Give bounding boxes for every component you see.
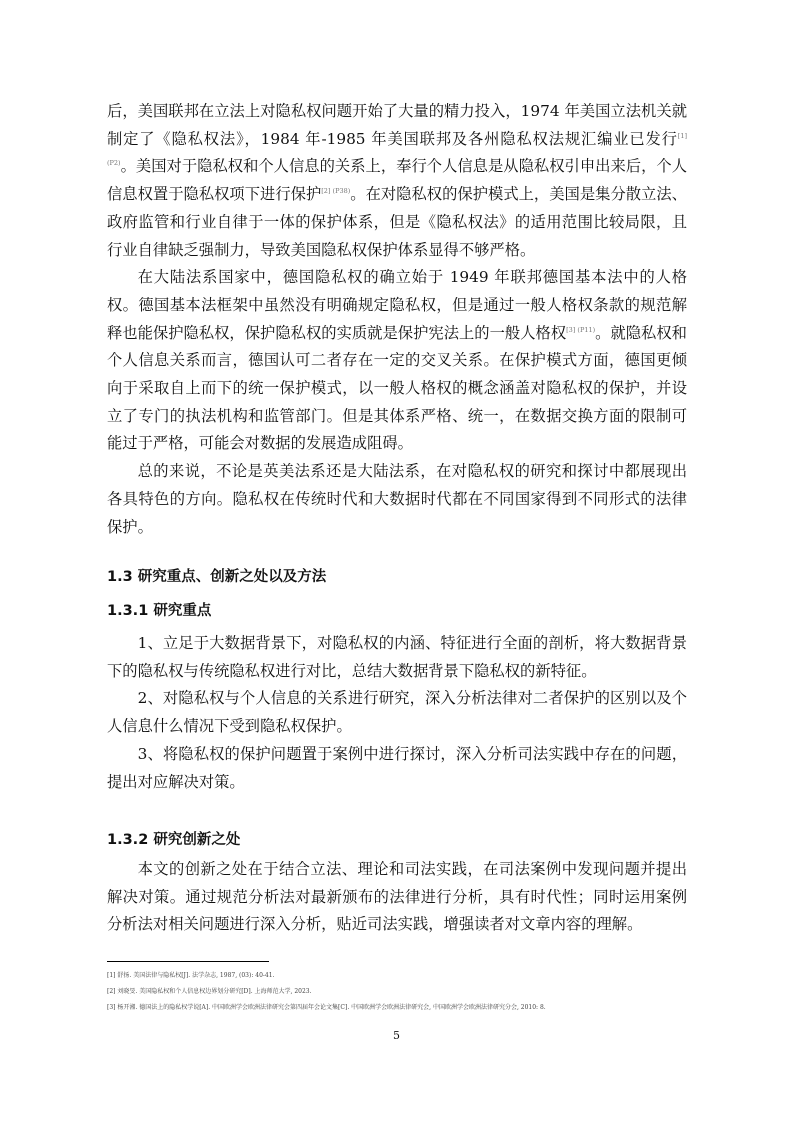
- paragraph-us-privacy: [107, 98, 687, 264]
- list-item: 2、对隐私权与个人信息的关系进行研究，深入分析法律对二者保护的区别以及个人信息什么情况下受到隐私权保护。: [107, 689, 687, 736]
- citation-marker: [2] (P38): [321, 187, 351, 196]
- subsection-heading-research-focus: 1.3.1 研究重点: [107, 603, 212, 619]
- footnote-divider: [107, 961, 269, 962]
- footnote-item: [1] 舒扬. 美国法律与隐私权[J]. 法学杂志, 1987, (03): 40-41.: [107, 972, 275, 979]
- list-item: 3、将隐私权的保护问题置于案例中进行探讨，深入分析司法实践中存在的问题，提出对应解决对策。: [107, 744, 687, 791]
- innovation-text-block: [107, 856, 687, 939]
- paragraph-text: 在大陆法系国家中，德国隐私权的确立始于 1949 年联邦德国基本法中的人格权。德国基本法框架中虽然没有明确规定隐私权，但是通过一般人格权条款的规范解释也能保护隐私权，保护隐私权的实质就是保护宪法上的一般人格权: [107, 268, 687, 342]
- citation-marker: [3] (P11): [566, 325, 596, 334]
- intro-text-block: [107, 98, 687, 541]
- footnote-item: [2] 刘晓旻. 美国隐私权和个人信息权边界划分研究[D]. 上海师范大学, 2023.: [107, 988, 312, 995]
- list-item: 1、立足于大数据背景下，对隐私权的内涵、特征进行全面的剖析，将大数据背景下的隐私权与传统隐私权进行对比，总结大数据背景下隐私权的新特征。: [107, 634, 687, 680]
- paragraph-text: 后，美国联邦在立法上对隐私权问题开始了大量的精力投入，1974 年美国立法机关就制定了《隐私权法》，1984 年-1985 年美国联邦及各州隐私权法规汇编业已发行: [107, 102, 687, 148]
- paragraph-summary: 总的来说，不论是英美法系还是大陆法系，在对隐私权的研究和探讨中都展现出各具特色的方向。隐私权在传统时代和大数据时代都在不同国家得到不同形式的法律保护。: [107, 462, 687, 536]
- paragraph-innovation: 本文的创新之处在于结合立法、理论和司法实践，在司法案例中发现问题并提出解决对策。通过规范分析法对最新颁布的法律进行分析，具有时代性；同时运用案例分析法对相关问题进行深入分析，贴近司法实践，增强读者对文章内容的理解。: [107, 860, 687, 934]
- subsection-heading-innovation: 1.3.2 研究创新之处: [107, 832, 241, 848]
- section-heading: 1.3 研究重点、创新之处以及方法: [107, 569, 327, 585]
- paragraph-germany-privacy: [107, 264, 687, 458]
- footnote-item: [3] 杨开湘. 德国法上的隐私权学说[A]. 中国欧洲学会欧洲法律研究会第四届年会论文集[C]. 中国欧洲学会欧洲法律研究会, 中国欧洲学会欧洲法律研究分会, 2010: 8.: [107, 1004, 546, 1011]
- paragraph-text: 。在对隐私权的保护模式上，美国是集分散立法、政府监管和行业自律于一体的保护体系，但是《隐私权法》的适用范围比较局限，且行业自律缺乏强制力，导致美国隐私权保护体系显得不够严格。: [107, 185, 687, 259]
- paragraph-text: 。美国对于隐私权和个人信息的关系上，奉行个人信息是从隐私权引申出来后，个人信息权置于隐私权项下进行保护: [107, 157, 687, 204]
- citation-marker: [1] (P2): [107, 131, 687, 168]
- research-focus-list: [107, 630, 687, 796]
- page-number: 5: [393, 1029, 400, 1042]
- paragraph-text: 。就隐私权和个人信息关系而言，德国认可二者存在一定的交叉关系。在保护模式方面，德国更倾向于采取自上而下的统一保护模式，以一般人格权的概念涵盖对隐私权的保护，并设立了专门的执法机构和监管部门。但是其体系严格、统一，在数据交换方面的限制可能过于严格，可能会对数据的发展造成阻碍。: [107, 323, 687, 453]
